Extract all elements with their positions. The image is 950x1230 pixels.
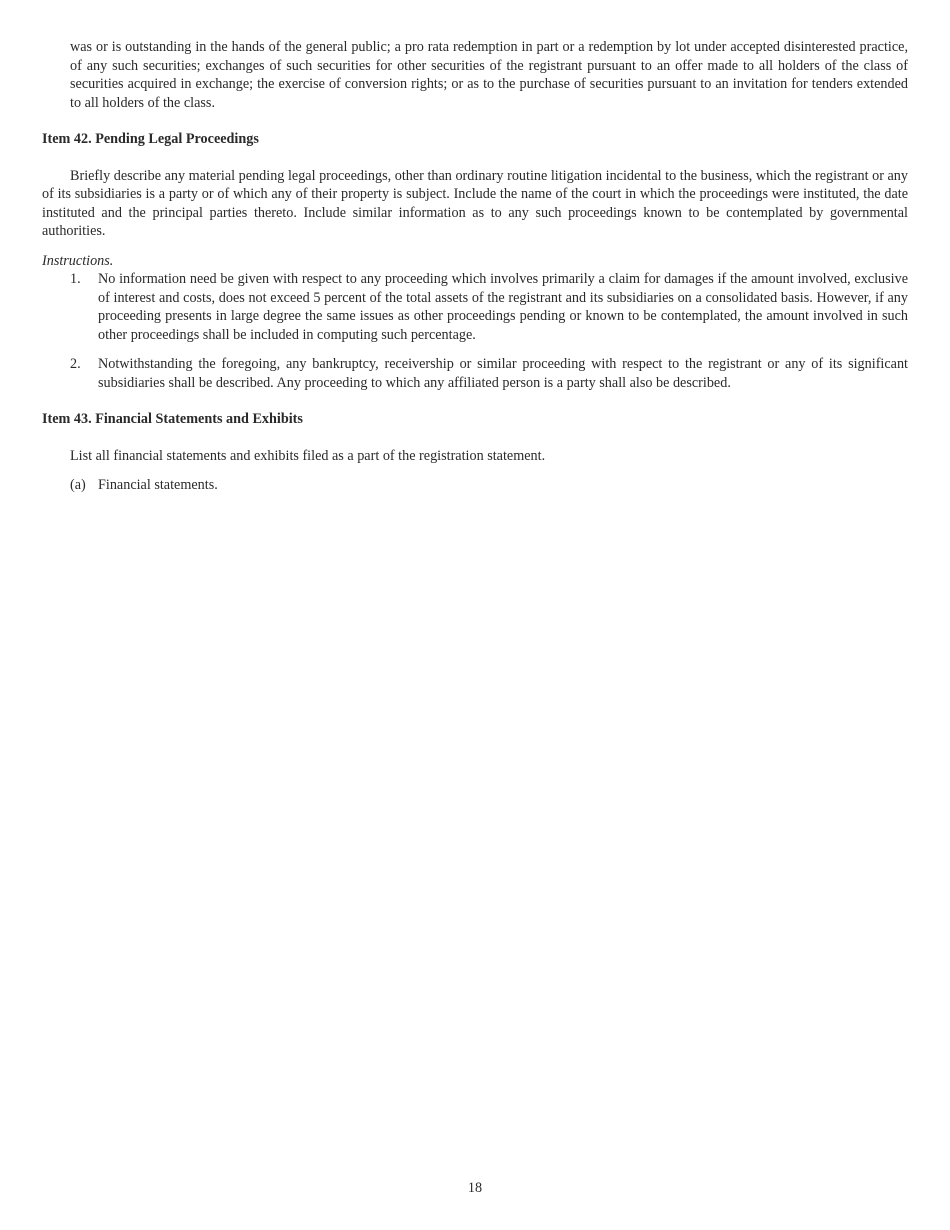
list-item-number: 1. (70, 271, 81, 287)
item-42-heading: Item 42. Pending Legal Proceedings (42, 131, 259, 147)
list-item (42, 270, 908, 344)
continuation-paragraph: was or is outstanding in the hands of the general public; a pro rata redemption in part or a redemption by lot under accepted disinterested practice, of any such securities; exchanges of such securities for other securities of the registrant pursuant to an offer made to all holders of the class of securities acquired in exchange; the exercise of conversion rights; or as to the purchase of securities pursuant to an invitation for tenders extended to all holders of the class. (70, 39, 908, 111)
page-number: 18 (467, 1180, 483, 1196)
list-item (42, 355, 908, 392)
instructions-list (42, 270, 908, 392)
instructions-label: Instructions. (42, 252, 114, 269)
list-item-label: (a) (70, 477, 86, 493)
item-42-body: Briefly describe any material pending legal proceedings, other than ordinary routine litigation incidental to the business, which the registrant or any of its subsidiaries is a party or of which any of their property is subject. Include the name of the court in which the proceedings were instituted, the date instituted and the principal parties thereto. Include similar information as to any such proceedings known to be contemplated by governmental authorities. (42, 167, 908, 239)
document-page (42, 38, 908, 495)
list-item (42, 476, 908, 495)
list-item-text: Financial statements. (98, 477, 218, 493)
list-item-text: Notwithstanding the foregoing, any bankruptcy, receivership or similar proceeding with respect to the registrant or any of its significant subsidiaries shall be described. Any proceeding to which any affiliated person is a party shall also be described. (98, 356, 908, 391)
list-item-text: No information need be given with respect to any proceeding which involves primarily a claim for damages if the amount involved, exclusive of interest and costs, does not exceed 5 percent of the total assets of the registrant and its subsidiaries on a consolidated basis. However, if any proceeding presents in large degree the same issues as other proceedings pending or known to be contemplated, the amount involved in such other proceedings shall be included in computing such percentage. (98, 271, 908, 343)
list-item-number: 2. (70, 356, 81, 372)
item-43-heading: Item 43. Financial Statements and Exhibits (42, 411, 303, 427)
item-43-intro: List all financial statements and exhibits filed as a part of the registration statement. (70, 447, 546, 464)
